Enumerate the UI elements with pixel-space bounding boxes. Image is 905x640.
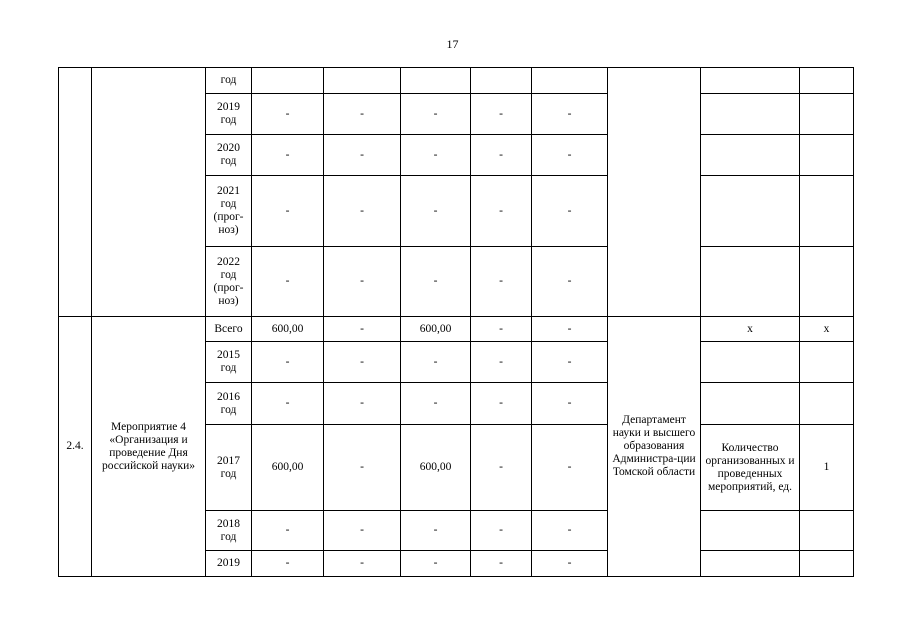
value-cell: - xyxy=(324,176,401,247)
indicator-name-cell xyxy=(701,511,800,551)
year-cell: 2021 год (прог-ноз) xyxy=(206,176,252,247)
name-cell xyxy=(92,68,206,317)
indicator-name-cell xyxy=(701,383,800,425)
event-name: Мероприятие 4 «Организация и проведение Дня российской науки» xyxy=(92,317,206,577)
value-cell: - xyxy=(324,135,401,176)
indicator-name-cell xyxy=(701,94,800,135)
value-cell: - xyxy=(532,176,608,247)
value-cell: - xyxy=(401,551,471,577)
value-cell: - xyxy=(401,176,471,247)
value-cell: - xyxy=(532,551,608,577)
value-cell: - xyxy=(471,247,532,317)
total-cell: 600,00 xyxy=(252,317,324,342)
year-cell: 2017 год xyxy=(206,425,252,511)
indicator-value-cell xyxy=(800,68,854,94)
value-cell: - xyxy=(532,247,608,317)
indicator-name-cell xyxy=(701,342,800,383)
indicator-value-cell xyxy=(800,383,854,425)
year-cell: 2019 год xyxy=(206,94,252,135)
value-cell: - xyxy=(471,317,532,342)
value-cell: - xyxy=(324,94,401,135)
year-cell: 2015 год xyxy=(206,342,252,383)
year-cell: год xyxy=(206,68,252,94)
year-cell: Всего xyxy=(206,317,252,342)
table-row xyxy=(59,317,854,342)
value-cell: - xyxy=(471,176,532,247)
table-row xyxy=(59,68,854,94)
indicator-value-cell xyxy=(800,94,854,135)
page-number: 17 xyxy=(446,37,459,51)
value-cell: - xyxy=(401,511,471,551)
indicator-name-cell xyxy=(701,247,800,317)
value-cell: - xyxy=(324,511,401,551)
value-cell: - xyxy=(532,135,608,176)
year-cell: 2020 год xyxy=(206,135,252,176)
value-cell xyxy=(324,68,401,94)
total-cell: - xyxy=(252,511,324,551)
total-cell: - xyxy=(252,94,324,135)
value-cell: - xyxy=(532,317,608,342)
indicator-value-cell xyxy=(800,247,854,317)
year-cell: 2016 год xyxy=(206,383,252,425)
event-number: 2.4. xyxy=(59,317,92,577)
value-cell: - xyxy=(471,425,532,511)
program-table xyxy=(58,67,854,577)
year-cell: 2019 xyxy=(206,551,252,577)
value-cell: - xyxy=(532,94,608,135)
indicator-value-cell: х xyxy=(800,317,854,342)
value-cell: 600,00 xyxy=(401,425,471,511)
executor-cell xyxy=(608,68,701,317)
value-cell: 600,00 xyxy=(401,317,471,342)
value-cell xyxy=(471,68,532,94)
total-cell xyxy=(252,68,324,94)
value-cell: - xyxy=(532,511,608,551)
value-cell: - xyxy=(324,247,401,317)
value-cell: - xyxy=(401,383,471,425)
total-cell: - xyxy=(252,551,324,577)
value-cell: - xyxy=(324,425,401,511)
indicator-value-cell xyxy=(800,511,854,551)
value-cell: - xyxy=(324,383,401,425)
value-cell: - xyxy=(324,317,401,342)
value-cell xyxy=(532,68,608,94)
executor-cell: Департамент науки и высшего образования Администра-ции Томской области xyxy=(608,317,701,577)
value-cell: - xyxy=(471,551,532,577)
value-cell: - xyxy=(532,383,608,425)
indicator-name-cell xyxy=(701,176,800,247)
value-cell: - xyxy=(401,342,471,383)
number-cell xyxy=(59,68,92,317)
value-cell: - xyxy=(471,383,532,425)
total-cell: - xyxy=(252,135,324,176)
year-cell: 2022 год (прог-ноз) xyxy=(206,247,252,317)
total-cell: - xyxy=(252,176,324,247)
indicator-value-cell: 1 xyxy=(800,425,854,511)
indicator-name-cell: х xyxy=(701,317,800,342)
value-cell: - xyxy=(324,342,401,383)
indicator-name-cell xyxy=(701,68,800,94)
total-cell: - xyxy=(252,383,324,425)
value-cell xyxy=(401,68,471,94)
value-cell: - xyxy=(471,511,532,551)
value-cell: - xyxy=(532,425,608,511)
value-cell: - xyxy=(401,135,471,176)
total-cell: - xyxy=(252,342,324,383)
indicator-value-cell xyxy=(800,551,854,577)
value-cell: - xyxy=(532,342,608,383)
year-cell: 2018 год xyxy=(206,511,252,551)
value-cell: - xyxy=(324,551,401,577)
value-cell: - xyxy=(471,135,532,176)
indicator-value-cell xyxy=(800,342,854,383)
indicator-value-cell xyxy=(800,135,854,176)
total-cell: - xyxy=(252,247,324,317)
value-cell: - xyxy=(401,247,471,317)
indicator-name-cell: Количество организованных и проведенных мероприятий, ед. xyxy=(701,425,800,511)
value-cell: - xyxy=(471,94,532,135)
indicator-name-cell xyxy=(701,135,800,176)
indicator-value-cell xyxy=(800,176,854,247)
value-cell: - xyxy=(401,94,471,135)
value-cell: - xyxy=(471,342,532,383)
total-cell: 600,00 xyxy=(252,425,324,511)
indicator-name-cell xyxy=(701,551,800,577)
